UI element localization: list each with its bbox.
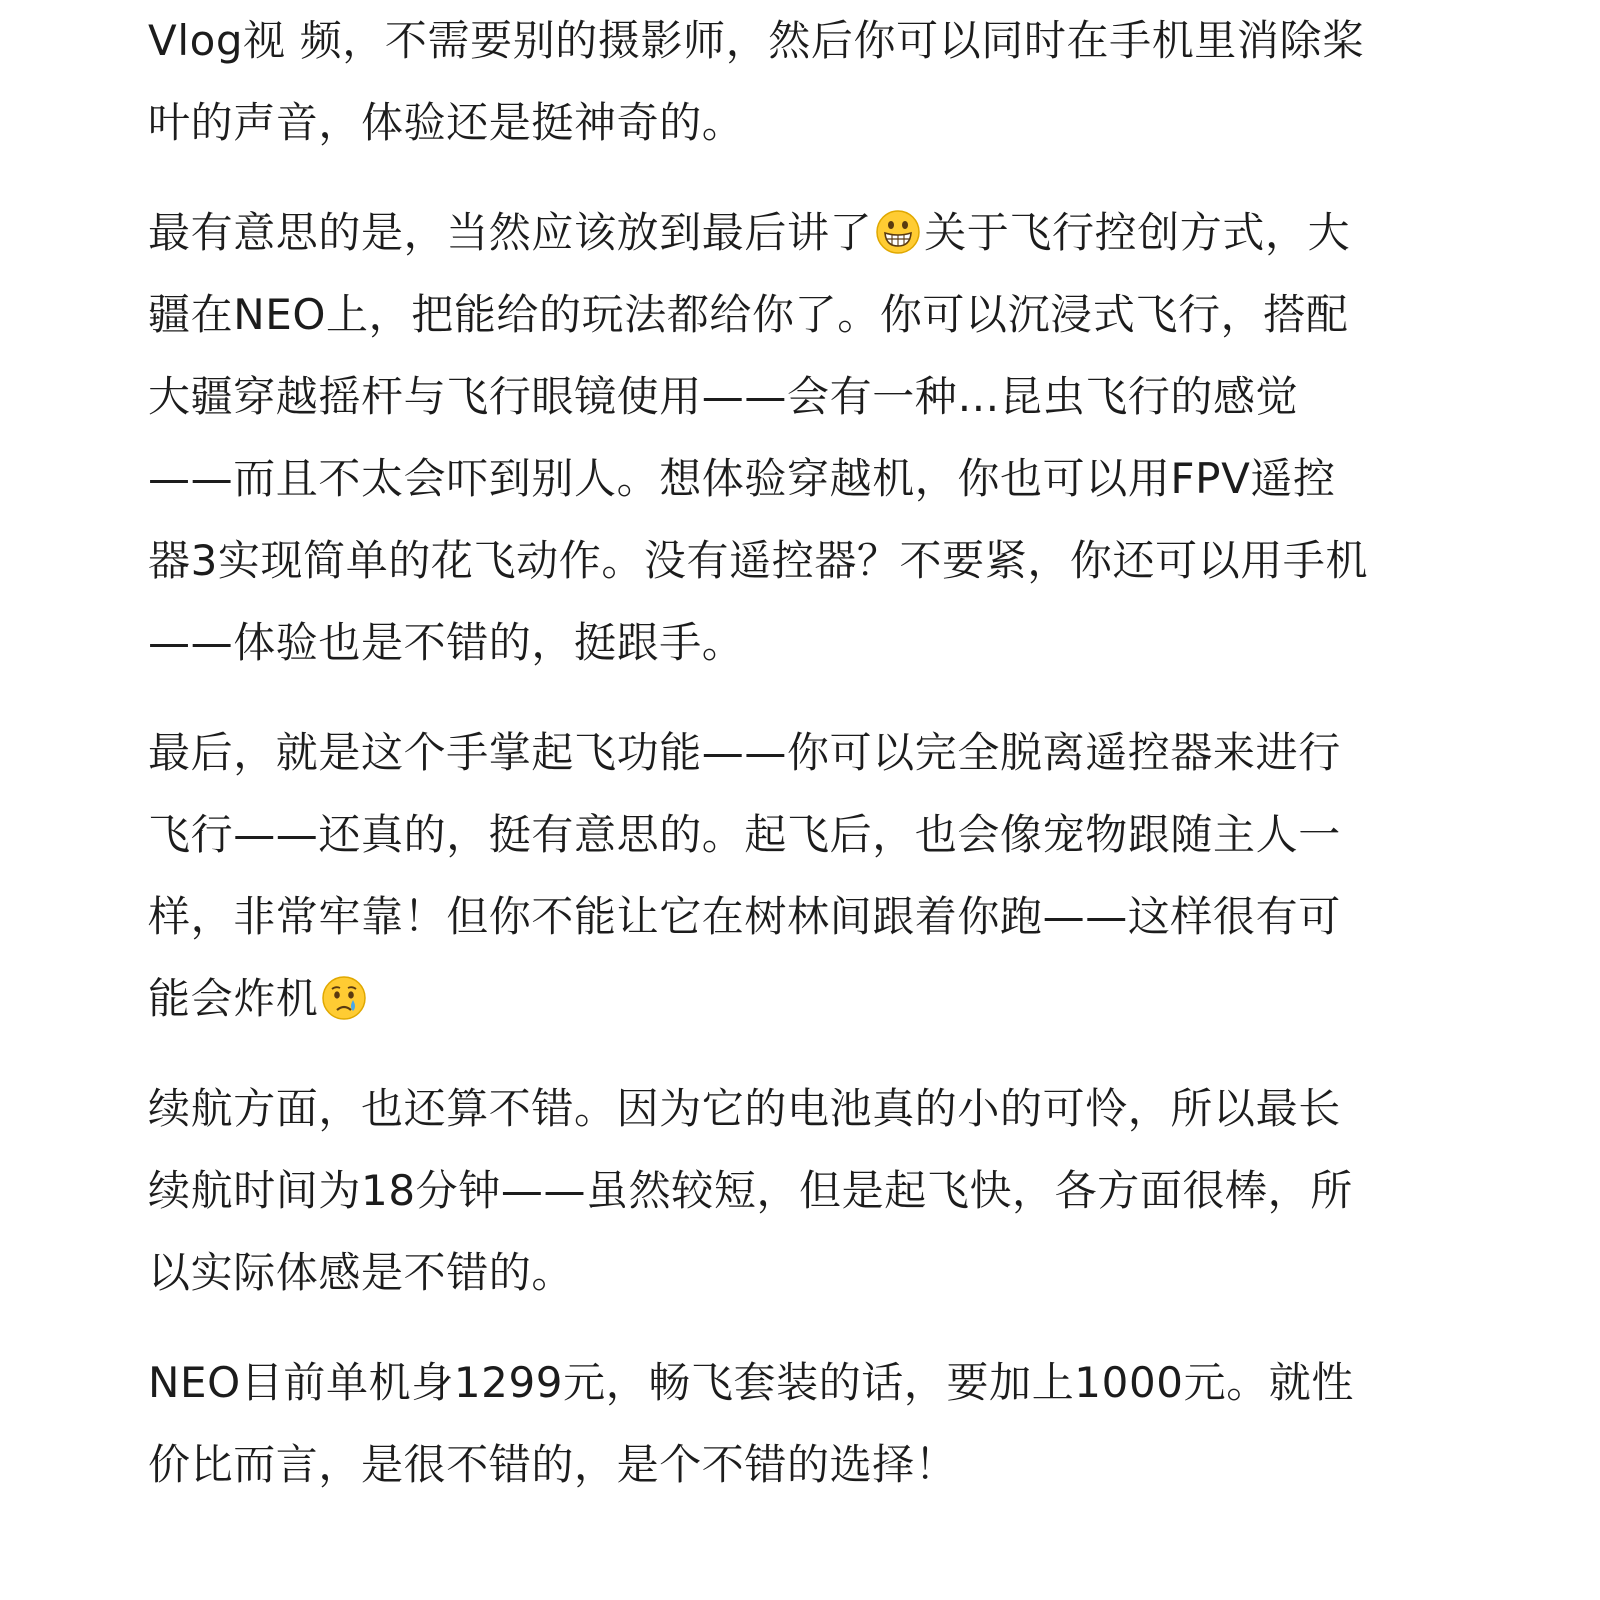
text-line xyxy=(148,958,1438,1040)
text-line: 续航时间为18分钟——虽然较短，但是起飞快，各方面很棒，所 xyxy=(148,1166,1353,1215)
paragraph-flight-control xyxy=(148,192,1438,684)
text-line: 大疆穿越摇杆与飞行眼镜使用——会有一种…昆虫飞行的感觉 xyxy=(148,372,1299,421)
text-line: 最后，就是这个手掌起飞功能——你可以完全脱离遥控器来进行 xyxy=(148,728,1341,777)
text-line xyxy=(148,192,1438,274)
paragraph-price xyxy=(148,1342,1438,1506)
text-line: 叶的声音，体验还是挺神奇的。 xyxy=(148,98,745,147)
text-line: 价比而言，是很不错的，是个不错的选择！ xyxy=(148,1440,958,1489)
crying-face-icon xyxy=(320,974,368,1022)
paragraph-battery xyxy=(148,1068,1438,1314)
article-body xyxy=(148,0,1438,1506)
text-line: 以实际体感是不错的。 xyxy=(148,1248,575,1297)
text-segment: 能会炸机 xyxy=(148,974,319,1023)
text-line: Vlog视 频，不需要别的摄影师，然后你可以同时在手机里消除桨 xyxy=(148,16,1365,65)
text-segment: 关于飞行控创方式，大 xyxy=(924,208,1351,257)
text-line: ——体验也是不错的，挺跟手。 xyxy=(148,618,745,667)
text-line: 续航方面，也还算不错。因为它的电池真的小的可怜，所以最长 xyxy=(148,1084,1341,1133)
grinning-face-icon xyxy=(874,208,922,256)
text-segment: 最有意思的是，当然应该放到最后讲了 xyxy=(148,208,873,257)
paragraph-vlog xyxy=(148,0,1438,164)
text-line: 飞行——还真的，挺有意思的。起飞后，也会像宠物跟随主人一 xyxy=(148,810,1341,859)
text-line: 疆在NEO上，把能给的玩法都给你了。你可以沉浸式飞行，搭配 xyxy=(148,290,1349,339)
text-line: ——而且不太会吓到别人。想体验穿越机，你也可以用FPV遥控 xyxy=(148,454,1336,503)
text-line: NEO目前单机身1299元，畅飞套装的话，要加上1000元。就性 xyxy=(148,1358,1354,1407)
paragraph-palm-takeoff xyxy=(148,712,1438,1040)
text-line: 器3实现简单的花飞动作。没有遥控器？不要紧，你还可以用手机 xyxy=(148,536,1369,585)
text-line: 样，非常牢靠！但你不能让它在树林间跟着你跑——这样很有可 xyxy=(148,892,1341,941)
